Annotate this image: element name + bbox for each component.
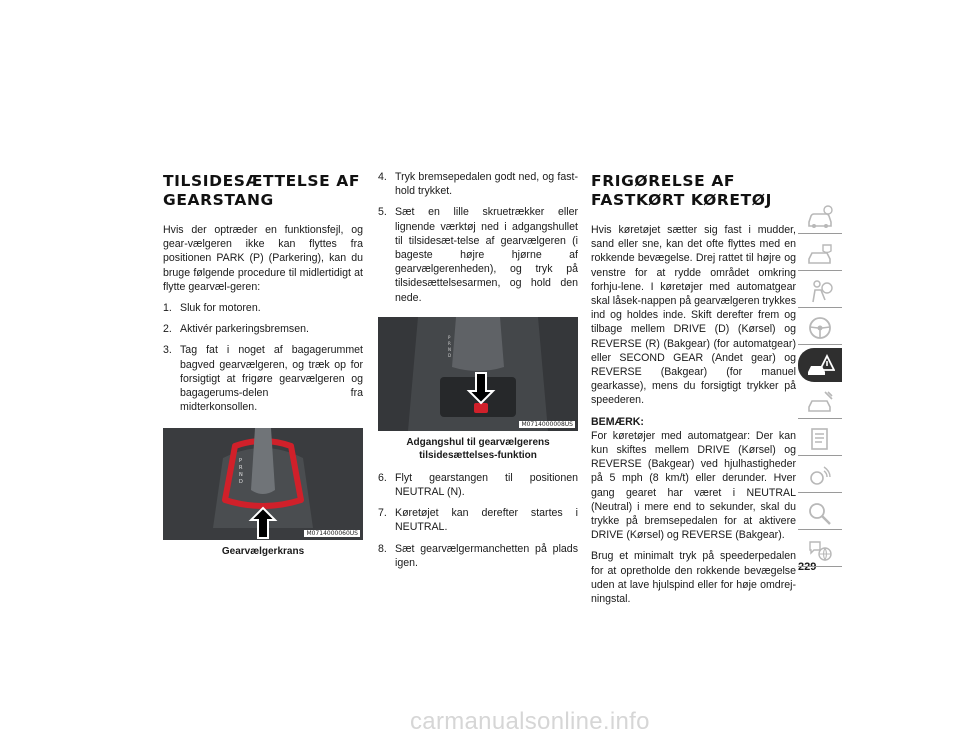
step-item: 1. Sluk for motoren. — [163, 302, 261, 315]
tab-service[interactable] — [798, 385, 842, 419]
steering-wheel-icon — [805, 315, 835, 341]
chapter-tabs — [798, 200, 842, 570]
specifications-icon — [805, 426, 835, 452]
tab-safety[interactable] — [798, 237, 842, 271]
step-item: 4. Tryk bremsepedalen godt ned, og fast-hold trykket. — [378, 171, 578, 198]
car-info-icon — [805, 204, 835, 230]
figure-caption: Adgangshul til gearvælgerens tilsidesættelses-funktion — [406, 436, 550, 461]
tab-car-info[interactable] — [798, 200, 842, 234]
gear-bezel-illustration — [163, 428, 363, 540]
figure-code: M0714000008US — [521, 420, 573, 428]
svg-text:R: R — [239, 465, 243, 472]
figure-caption: Gearvælgerkrans — [221, 546, 305, 558]
steps-list-1 — [163, 301, 363, 414]
language-icon — [805, 537, 835, 563]
step-item: 6. Flyt gearstangen til positionen NEUTRAL (N). — [378, 471, 578, 499]
emergency-warning-icon — [805, 352, 835, 378]
tab-multimedia[interactable] — [798, 459, 842, 493]
watermark: carmanualsonline.info — [410, 708, 650, 735]
paragraph-minimal-pressure: Brug et minimalt tryk på speederpedalen for at opretholde den rokkende bevægelse uden at lave hjulspind eller for høje omdrej-ningstal. — [591, 550, 796, 606]
step-item: 5. Sæt en lille skruetrækker eller lignende værktøj ned i adgangshullet til tilsidesæt-telse af gearvælgeren (i bageste højre hjørne af gearvælgerenheden), og tryk på tilsidesættelsesarmen, og hold den nede. — [378, 206, 578, 304]
tab-driving[interactable] — [798, 311, 842, 345]
section-heading-freeing-vehicle: FRIGØRELSE AF FASTKØRT KØRETØJ — [591, 172, 772, 209]
paragraph-rocking-motion: Hvis køretøjet sætter sig fast i mudder, sand eller sne, kan det ofte flyttes med en rokkende bevægelse. Drej rattet til højre og venstre for at rydde området omkring forhju-lene. I køretøjer med automatgear skal låsek-nappen på gearvælgeren trykkes ind og holdes inde. Skift derefter frem og tilbage mellem DRIVE (D) (Kørsel) og REVERSE (R) (Bakgear) (for automatgear) eller SECOND GEAR (Andet gear) og REVERSE (Bakgear) (for manuel gearkasse), mens du forsigtigt trykker på speederen. — [591, 224, 796, 407]
steps-list-3 — [378, 471, 578, 570]
override-access-hole-photo — [378, 317, 578, 431]
airbag-icon — [805, 278, 835, 304]
tab-emergency[interactable] — [798, 348, 842, 382]
tab-index[interactable] — [798, 496, 842, 530]
gear-selector-bezel-photo — [163, 428, 363, 540]
svg-text:P: P — [448, 334, 451, 340]
step-item: 8. Sæt gearvælgermanchetten på plads igen. — [378, 542, 578, 569]
figure-code: M0714000060US — [306, 530, 358, 538]
note-label: BEMÆRK: — [591, 415, 644, 428]
tab-airbag[interactable] — [798, 274, 842, 308]
column-right — [591, 172, 796, 613]
note-text: For køretøjer med automatgear: Der kan kun skiftes mellem DRIVE (Kørsel) og REVERSE (Bakgear) ved hjulhastigheder på 5 mph (8 km/t) eller derunder. Hver gang gearet har været i NEUTRAL (Neutral) i mere end to sekunder, skal du trykke på bremsepedalen for at aktivere DRIVE (Kørsel) og REVERSE (Bakgear). — [591, 429, 796, 542]
page-number: 229 — [798, 561, 817, 573]
svg-text:N: N — [239, 472, 243, 479]
multimedia-icon — [805, 463, 835, 489]
step-item: 3. Tag fat i noget af bagagerummet bagved gearvælgeren, og træk op for forsigtigt at frigøre gearvælgeren og bagagerums-delen fra midterkonsollen. — [163, 344, 363, 414]
safety-icon — [805, 241, 835, 267]
svg-text:D: D — [239, 479, 243, 486]
svg-text:R: R — [448, 340, 451, 346]
tab-language[interactable] — [798, 533, 842, 567]
svg-text:P: P — [239, 458, 243, 465]
steps-list-2 — [378, 170, 578, 305]
intro-paragraph: Hvis der optræder en funktionsfejl, og gear-vælgeren ikke kan flyttes fra positionen PARK (P) (Parkering), kan du bruge følgende procedure til midlertidigt at flytte gearvæl-geren: — [163, 224, 363, 293]
access-hole-illustration — [378, 317, 578, 431]
column-left — [163, 172, 363, 567]
section-heading-gearshift-override: TILSIDESÆTTELSE AF GEARSTANG — [163, 172, 361, 209]
column-middle — [378, 170, 578, 577]
search-index-icon — [805, 500, 835, 526]
svg-text:N: N — [448, 346, 451, 352]
tab-specifications[interactable] — [798, 422, 842, 456]
step-item: 7. Køretøjet kan derefter startes i NEUTRAL. — [378, 507, 578, 534]
step-item: 2. Aktivér parkeringsbremsen. — [163, 323, 309, 336]
svg-text:D: D — [448, 352, 452, 358]
car-service-icon — [805, 389, 835, 415]
